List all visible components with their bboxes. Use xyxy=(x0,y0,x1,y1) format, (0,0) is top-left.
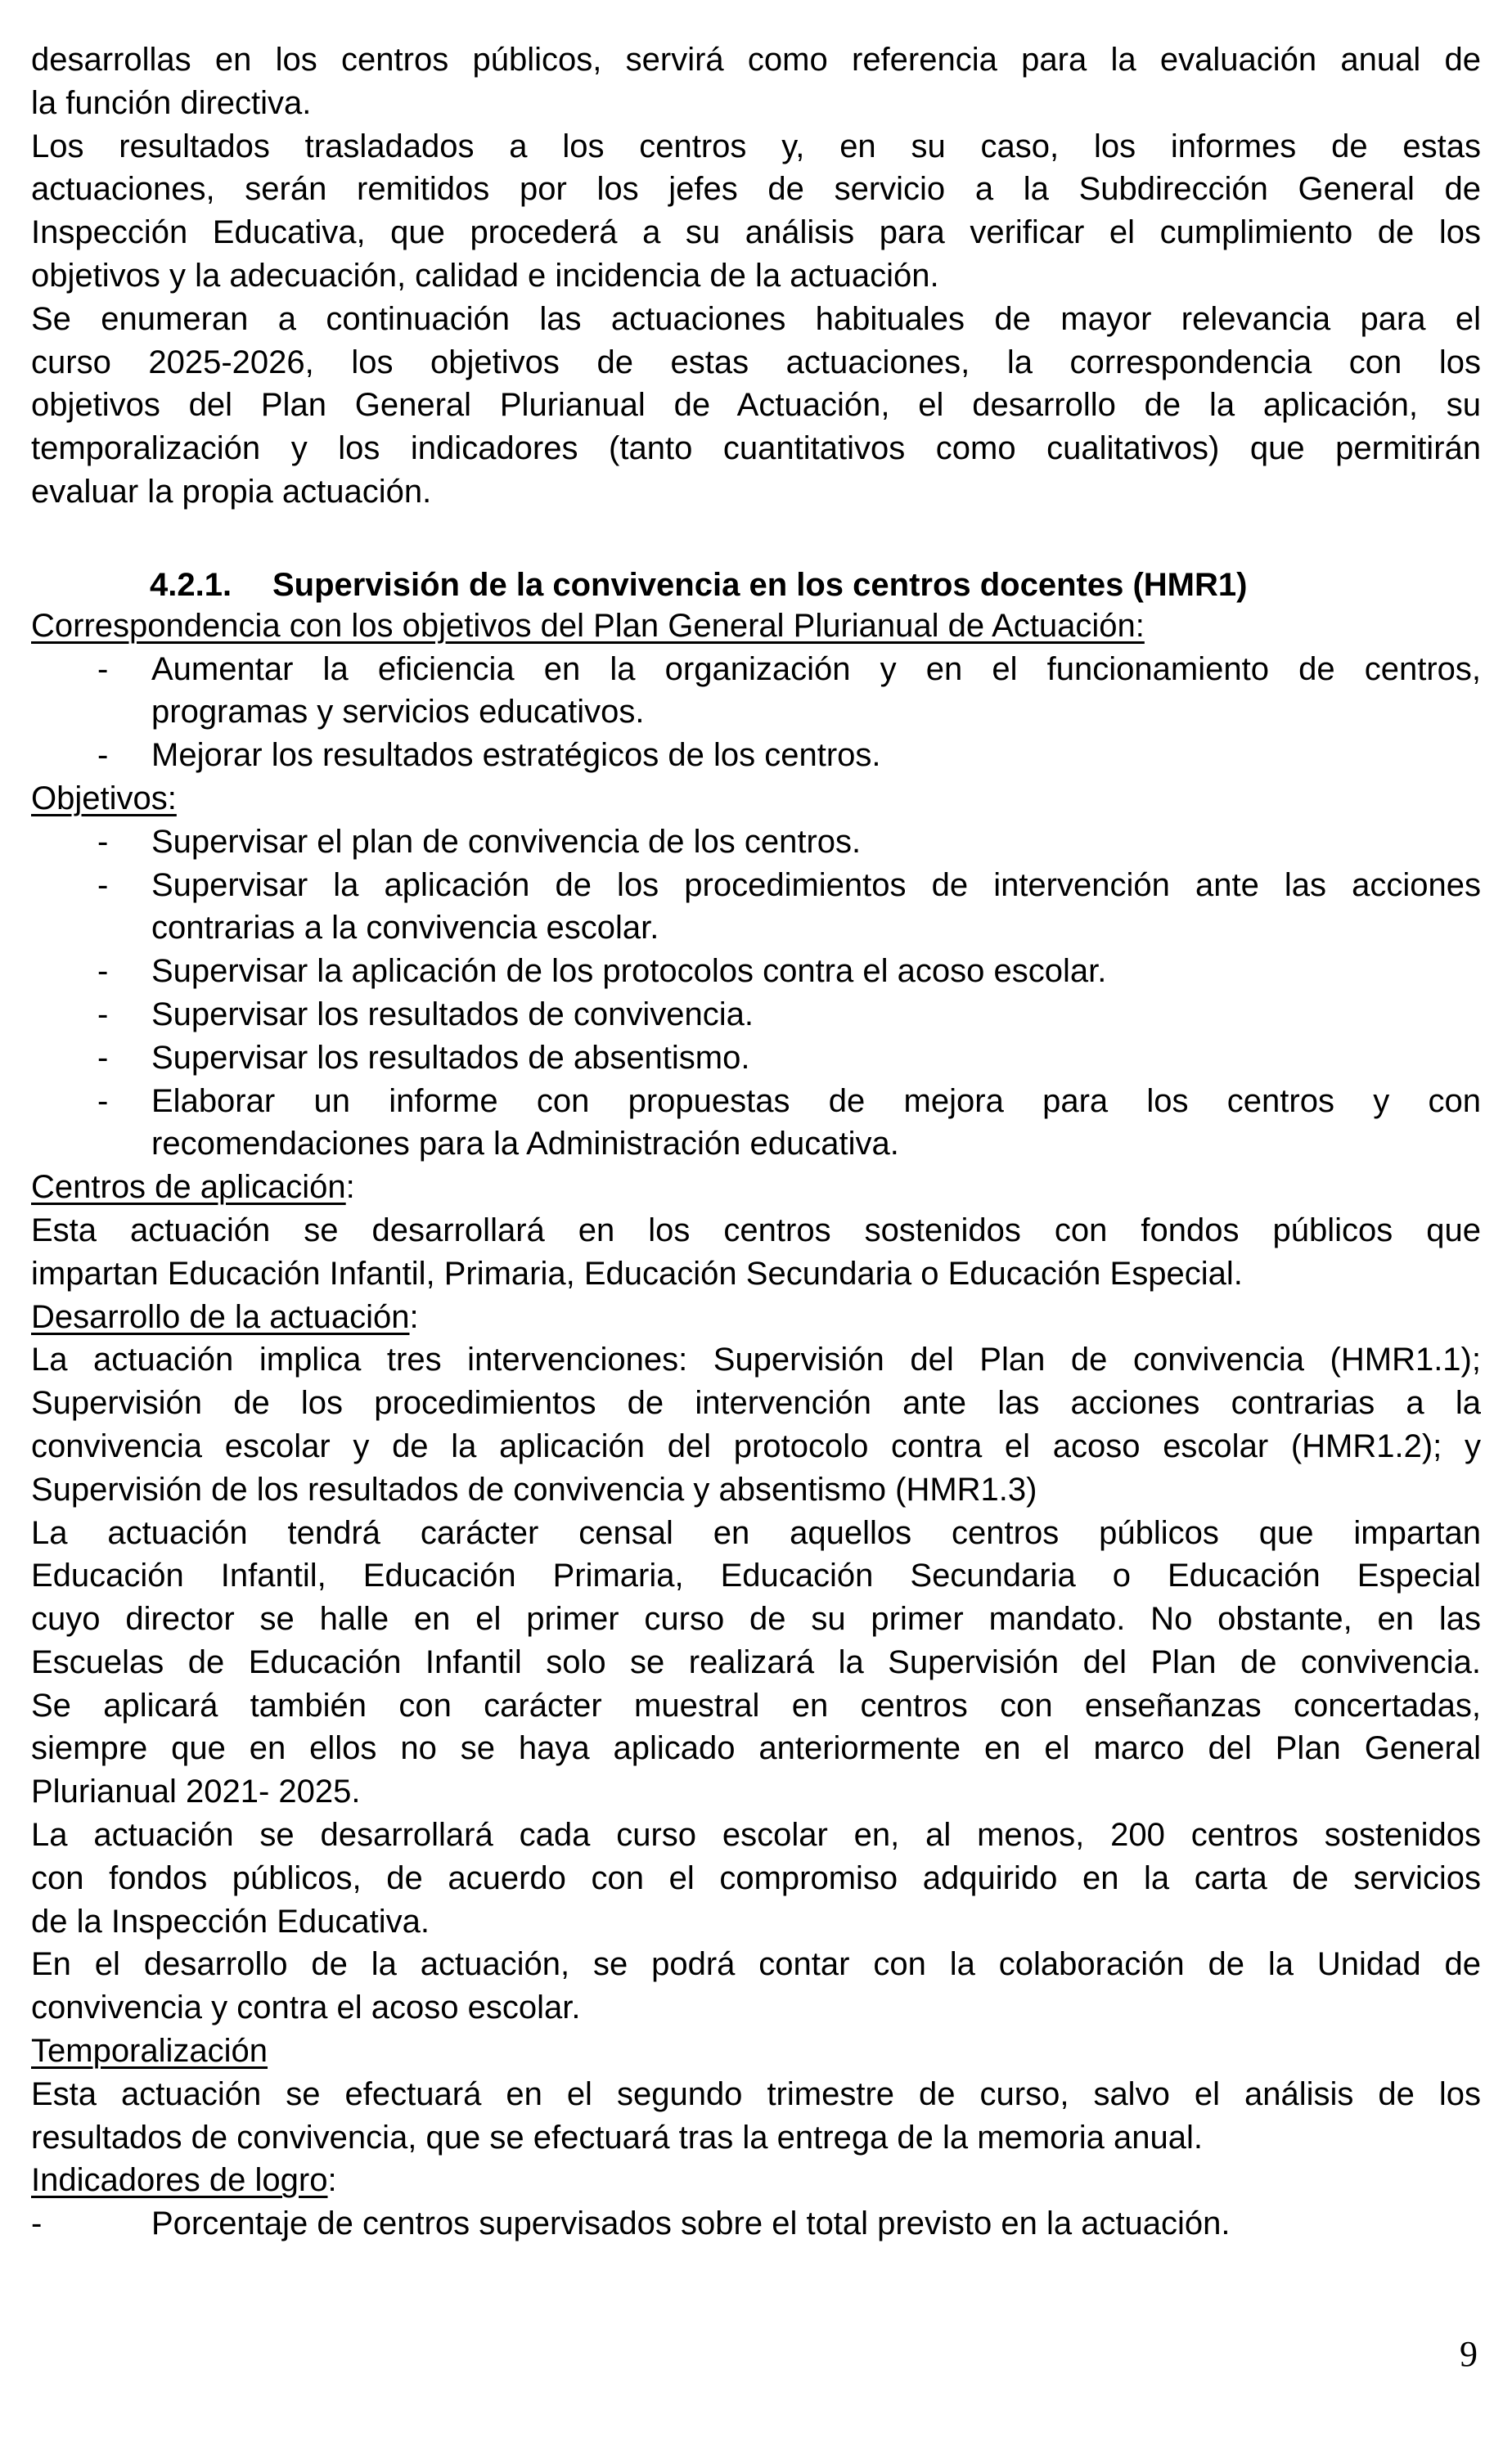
section-title: Supervisión de la convivencia en los centros docentes (HMR1) xyxy=(272,566,1248,603)
desarrollo-label: Desarrollo de la actuación xyxy=(31,1298,410,1335)
text-line: actuaciones, serán remitidos por los jefes de servicio a la Subdirección General de xyxy=(31,171,1481,208)
text-line: siempre que en ellos no se haya aplicado anteriormente en el marco del Plan General xyxy=(31,1730,1481,1767)
text-line: Los resultados trasladados a los centros y, en su caso, los informes de estas xyxy=(31,128,1481,164)
text-line: objetivos del Plan General Plurianual de Actuación, el desarrollo de la aplicación, su xyxy=(31,387,1481,424)
correspondencia-label: Correspondencia con los objetivos del Plan General Plurianual de Actuación: xyxy=(31,607,1145,644)
centros-text xyxy=(31,1209,1481,1296)
temporalizacion-label: Temporalización xyxy=(31,2033,268,2070)
list-item-text: programas y servicios educativos. xyxy=(151,694,645,731)
list-item xyxy=(31,950,1481,993)
correspondencia-list xyxy=(31,648,1481,777)
list-item-text: contrarias a la convivencia escolar. xyxy=(151,910,659,946)
text-line: Plurianual 2021- 2025. xyxy=(31,1774,361,1810)
text-line: En el desarrollo de la actuación, se podrá contar con la colaboración de la Unidad de xyxy=(31,1946,1481,1983)
text-line: de la Inspección Educativa. xyxy=(31,1903,430,1940)
list-item-text: Supervisar la aplicación de los protocolos contra el acoso escolar. xyxy=(151,953,1107,990)
page-number: 9 xyxy=(1460,2334,1478,2374)
text-line: Esta actuación se desarrollará en los centros sostenidos con fondos públicos que xyxy=(31,1212,1481,1248)
text-line: Se aplicará también con carácter muestral en centros con enseñanzas concertadas, xyxy=(31,1687,1481,1724)
desarrollo-text xyxy=(31,1338,1481,2030)
list-item xyxy=(31,1036,1481,1080)
centros-label: Centros de aplicación xyxy=(31,1169,346,1206)
bullet-dash: - xyxy=(97,866,109,903)
text-line: cuyo director se halle en el primer curso de su primer mandato. No obstante, en las xyxy=(31,1601,1481,1638)
list-item-text: Supervisar los resultados de convivencia. xyxy=(151,996,754,1032)
text-line: Educación Infantil, Educación Primaria, Educación Secundaria o Educación Especial xyxy=(31,1558,1481,1594)
bullet-dash: - xyxy=(97,737,109,774)
text-line: impartan Educación Infantil, Primaria, Educación Secundaria o Educación Especial. xyxy=(31,1255,1243,1292)
text-line: curso 2025-2026, los objetivos de estas actuaciones, la correspondencia con los xyxy=(31,344,1481,380)
list-item-text: Mejorar los resultados estratégicos de los centros. xyxy=(151,737,881,774)
text-line: Supervisión de los resultados de convivencia y absentismo (HMR1.3) xyxy=(31,1471,1037,1508)
bullet-dash: - xyxy=(97,1039,109,1076)
text-line: Se enumeran a continuación las actuaciones habituales de mayor relevancia para el xyxy=(31,300,1481,337)
label-colon: : xyxy=(345,1169,355,1206)
list-item-text: Supervisar el plan de convivencia de los centros. xyxy=(151,823,862,860)
objetivos-list xyxy=(31,821,1481,1166)
text-line: desarrollas en los centros públicos, servirá como referencia para la evaluación anual de xyxy=(31,42,1481,78)
list-item-text: Porcentaje de centros supervisados sobre el total previsto en la actuación. xyxy=(151,2205,1231,2242)
section-heading xyxy=(31,565,1481,605)
list-item xyxy=(31,1080,1481,1167)
text-line: La actuación implica tres intervenciones: Supervisión del Plan de convivencia (HMR1.1); xyxy=(31,1342,1481,1378)
objetivos-label: Objetivos: xyxy=(31,780,177,816)
text-line: convivencia escolar y de la aplicación del protocolo contra el acoso escolar (HMR1.2); y xyxy=(31,1428,1481,1464)
bullet-dash: - xyxy=(31,2205,43,2242)
list-item xyxy=(31,821,1481,864)
text-line: La actuación se desarrollará cada curso escolar en, al menos, 200 centros sostenidos xyxy=(31,1817,1481,1854)
indicadores-label: Indicadores de logro xyxy=(31,2162,328,2199)
indicadores-list xyxy=(31,2202,1481,2246)
bullet-dash: - xyxy=(97,953,109,990)
list-item xyxy=(31,734,1481,777)
text-line: objetivos y la adecuación, calidad e incidencia de la actuación. xyxy=(31,257,939,294)
temporalizacion-text xyxy=(31,2073,1481,2160)
label-colon: : xyxy=(327,2162,337,2199)
text-line: resultados de convivencia, que se efectuará tras la entrega de la memoria anual. xyxy=(31,2119,1203,2156)
bullet-dash: - xyxy=(97,823,109,860)
list-item xyxy=(31,864,1481,951)
list-item-text: Elaborar un informe con propuestas de mejora para los centros y con xyxy=(151,1082,1481,1119)
text-line: con fondos públicos, de acuerdo con el compromiso adquirido en la carta de servicios xyxy=(31,1859,1481,1896)
document-page xyxy=(31,38,1481,2246)
list-item-text: recomendaciones para la Administración educativa. xyxy=(151,1126,899,1162)
text-line: convivencia y contra el acoso escolar. xyxy=(31,1990,581,2026)
text-line: la función directiva. xyxy=(31,84,312,121)
bullet-dash: - xyxy=(97,996,109,1032)
text-line: Inspección Educativa, que procederá a su análisis para verificar el cumplimiento de los xyxy=(31,214,1481,251)
text-line: Esta actuación se efectuará en el segundo trimestre de curso, salvo el análisis de los xyxy=(31,2075,1481,2112)
text-line: Escuelas de Educación Infantil solo se realizará la Supervisión del Plan de convivencia. xyxy=(31,1643,1481,1680)
text-line: temporalización y los indicadores (tanto cuantitativos como cualitativos) que permitirán xyxy=(31,430,1481,467)
text-line: Supervisión de los procedimientos de intervención ante las acciones contrarias a la xyxy=(31,1385,1481,1422)
list-item-text: Supervisar la aplicación de los procedimientos de intervención ante las acciones xyxy=(151,866,1481,903)
list-item-text: Aumentar la eficiencia en la organización y en el funcionamiento de centros, xyxy=(151,650,1481,687)
list-item xyxy=(31,993,1481,1036)
bullet-dash: - xyxy=(97,1082,109,1119)
list-item-text: Supervisar los resultados de absentismo. xyxy=(151,1039,750,1076)
list-item xyxy=(31,2202,1481,2246)
list-item xyxy=(31,648,1481,735)
section-number: 4.2.1. xyxy=(150,566,232,603)
text-line: La actuación tendrá carácter censal en aquellos centros públicos que impartan xyxy=(31,1514,1481,1551)
text-line: evaluar la propia actuación. xyxy=(31,473,432,510)
label-colon: : xyxy=(409,1298,419,1335)
bullet-dash: - xyxy=(97,650,109,687)
intro-paragraphs xyxy=(31,38,1481,514)
